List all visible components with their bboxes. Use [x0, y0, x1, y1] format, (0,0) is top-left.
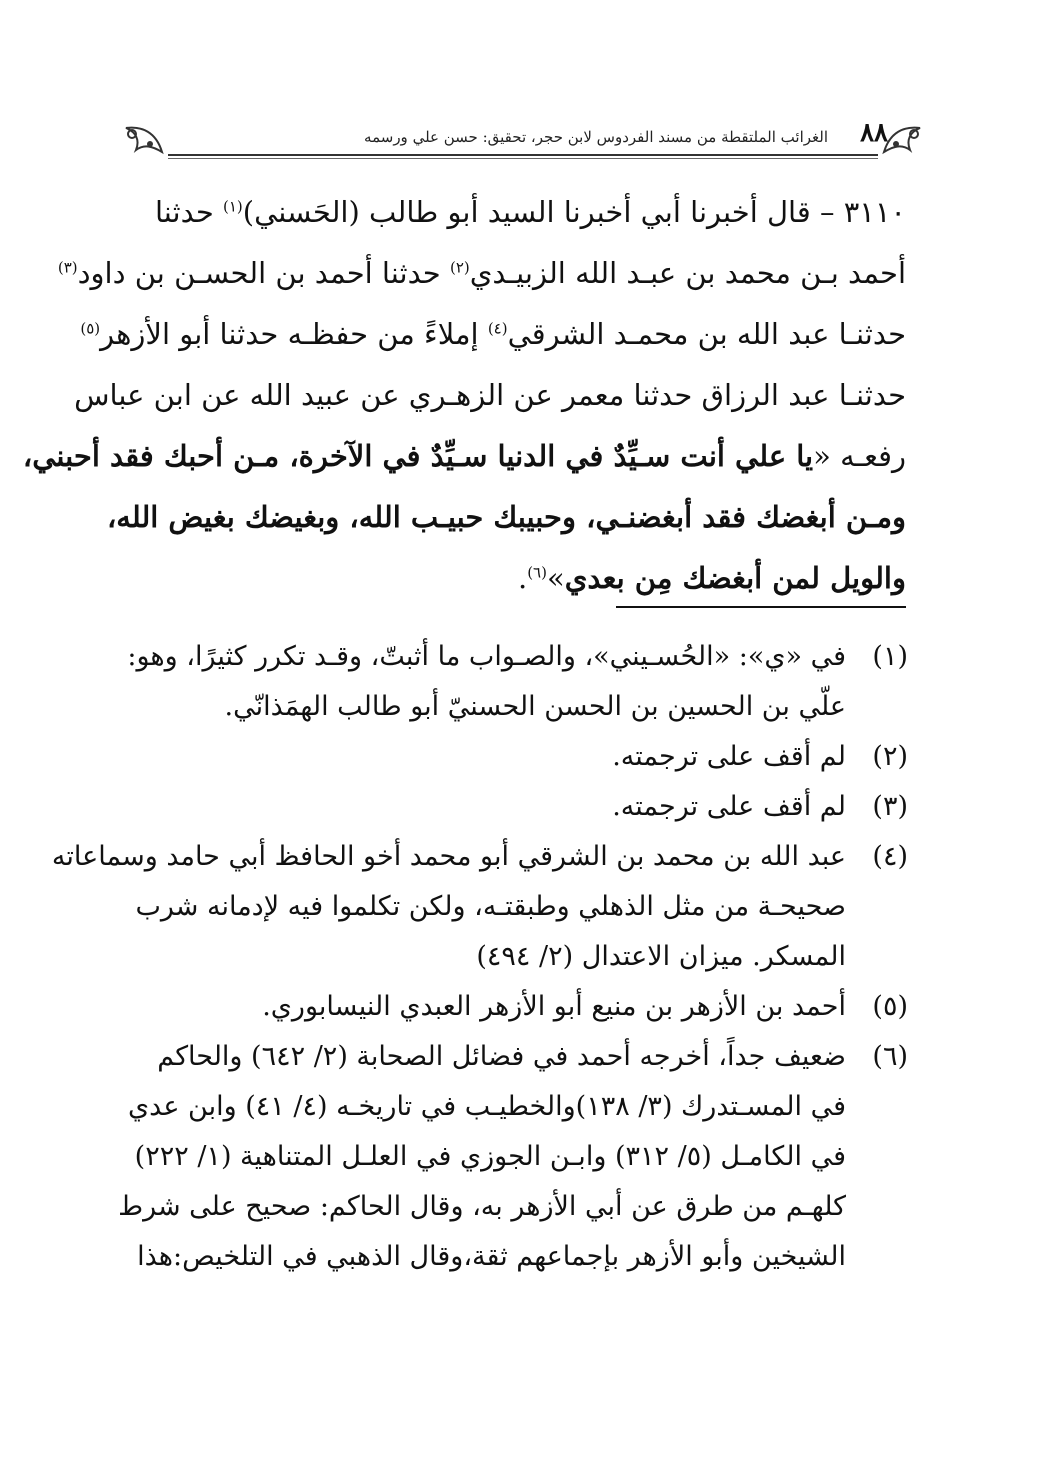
- text-line: [136, 182, 906, 243]
- footnote-number: (٢): [872, 741, 908, 772]
- footnote-line: لم أقف على ترجمته.: [612, 741, 846, 772]
- footnote-number: (١): [872, 641, 908, 672]
- footnote-body: [52, 832, 846, 982]
- text-line: [57, 243, 906, 304]
- footnote: [134, 782, 908, 832]
- footnote-line: في المسـتدرك (٣/ ١٣٨)والخطيـب في تاريخـه (٤/ ٤١) وابن عدي: [128, 1091, 846, 1122]
- footnote-body: [134, 782, 846, 832]
- footnote-ref: (٤): [487, 319, 508, 338]
- text-run: .: [517, 561, 528, 595]
- text-run: حدثنا: [154, 195, 223, 229]
- text-run: حدثنا أحمد بن الحسـن بن داود: [77, 256, 450, 290]
- footnote-ref: (٣): [57, 258, 78, 277]
- text-run: حدثنـا عبد الرزاق حدثنا معمر عن الزهـري عن عبيد الله عن ابن عباس: [74, 378, 906, 412]
- footnote-body: [134, 732, 846, 782]
- footnote: [134, 982, 908, 1032]
- footnotes: [51, 632, 908, 1282]
- footnote-line: أحمد بن الأزهر بن منيع أبو الأزهر العبدي النيسابوري.: [262, 991, 846, 1022]
- footnote-ref: (٢): [449, 258, 470, 277]
- footnote-number: (٣): [872, 791, 908, 822]
- hadith-text: [22, 182, 906, 609]
- footnote: [127, 632, 908, 732]
- footnote-ref: (١): [222, 197, 243, 216]
- footnote-number: (٦): [872, 1041, 908, 1072]
- footnote-line: ضعيف جداً، أخرجه أحمد في فضائل الصحابة (٢/ ٦٤٢) والحاكم: [157, 1041, 846, 1072]
- text-line: [74, 365, 906, 426]
- page-number: ٨٨: [860, 118, 888, 148]
- footnote-line: علّي بن الحسين بن الحسن الحسنيّ أبو طالب الهمَذانّي.: [224, 691, 846, 722]
- text-run: حدثنـا عبد الله بن محمـد الشرقي: [507, 317, 906, 351]
- footnote-number: (٤): [872, 841, 908, 872]
- footnote: [118, 1032, 908, 1282]
- text-run: أحمد بـن محمد بن عبـد الله الزبيـدي: [469, 256, 906, 290]
- header-rule: [168, 154, 878, 156]
- page-header: [128, 108, 918, 158]
- header-rule-thin: [168, 158, 878, 159]
- footnote-body: [118, 1032, 846, 1282]
- footnote-number: (٥): [872, 991, 908, 1022]
- text-line: [80, 304, 906, 365]
- footnote: [134, 732, 908, 782]
- footnote-body: [134, 982, 846, 1032]
- text-run: »: [546, 561, 565, 595]
- text-run: إملاءً من حفظـه حدثنا أبو الأزهر: [100, 317, 488, 351]
- hadith-quote: والويل لمن أبغضك مِن بعدي: [564, 561, 906, 595]
- hadith-quote: يا علي أنت سـيِّدٌ في الدنيا سـيِّدٌ في الآخرة، مـن أحبك فقد أحبني،: [22, 439, 814, 473]
- hadith-quote: ومـن أبغضك فقد أبغضنـي، وحبيبك حبيـب الله، وبغيضك بغيض الله،: [106, 500, 906, 534]
- text-line: [136, 548, 906, 609]
- footnote-line: كلهـم من طرق عن أبي الأزهر به، وقال الحاكم: صحيح على شرط: [118, 1191, 846, 1222]
- text-line: [22, 426, 906, 487]
- footnote-line: المسكر. ميزان الاعتدال (٢/ ٤٩٤): [476, 941, 846, 972]
- text-line: [106, 487, 906, 548]
- footnote-line: في «ي»: «الحُسـيني»، والصـواب ما أثبتّ، وقـد تكرر كثيرًا، وهو:: [127, 641, 846, 672]
- footnote-line: عبد الله بن محمد بن الشرقي أبو محمد أخو الحافظ أبي حامد وسماعاته: [51, 841, 846, 872]
- footnote-line: لم أقف على ترجمته.: [612, 791, 846, 822]
- running-title: الغرائب الملتقطة من مسند الفردوس لابن حجر، تحقيق: حسن علي ورسمه: [364, 128, 828, 146]
- footnote-line: في الكامـل (٥/ ٣١٢) وابـن الجوزي في العلـل المتناهية (١/ ٢٢٢): [134, 1141, 846, 1172]
- footnote-divider: [616, 606, 906, 608]
- floral-ornament-icon: [122, 122, 166, 156]
- footnote-line: الشيخين وأبو الأزهر بإجماعهم ثقة،وقال الذهبي في التلخيص:هذا: [137, 1241, 846, 1272]
- footnote-ref: (٦): [527, 563, 547, 582]
- footnote: [51, 832, 908, 982]
- text-run: رفعـه «: [813, 439, 906, 473]
- footnote-line: صحيحـة من مثل الذهلي وطبقتـه، ولكن تكلموا فيه لإدمانه شرب: [135, 891, 846, 922]
- footnote-body: [127, 632, 846, 732]
- text-run: ٣١١٠ – قال أخبرنا أبي أخبرنا السيد أبو طالب (الحَسني): [242, 195, 906, 229]
- footnote-ref: (٥): [80, 319, 101, 338]
